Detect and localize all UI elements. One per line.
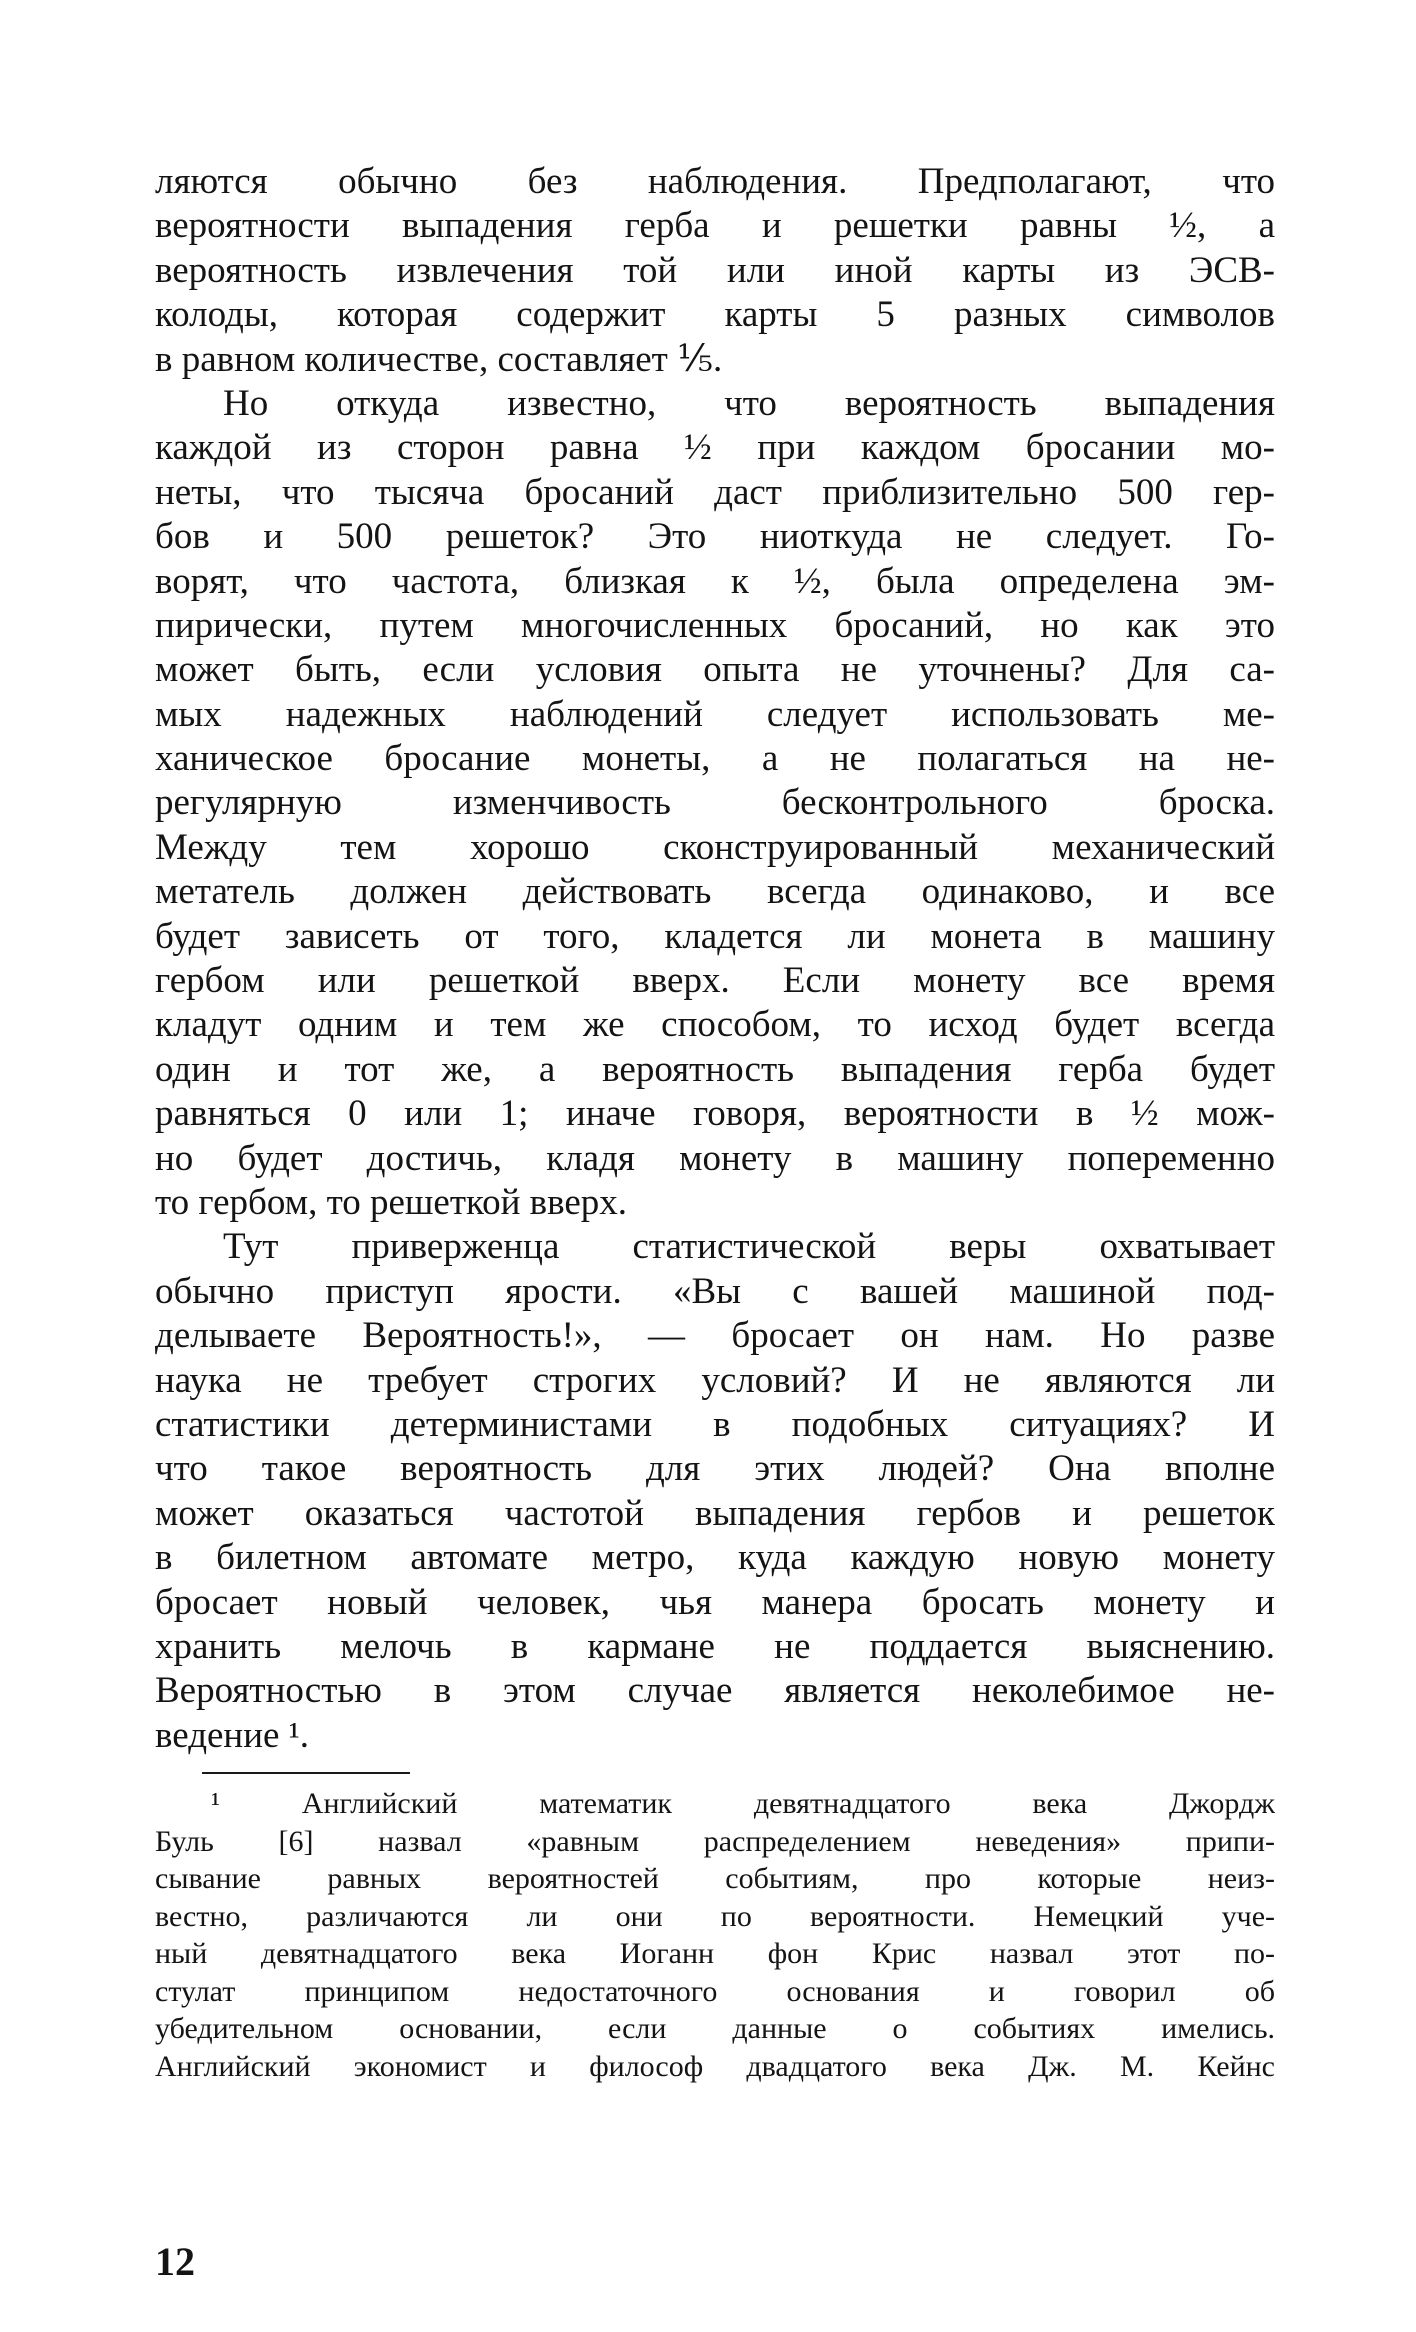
text-line: вероятность извлечения той или иной карты из ЭСВ- — [155, 249, 1275, 291]
footnote-line: ¹ Английский математик девятнадцатого века Джордж — [211, 1787, 1275, 1820]
text-line: бросает новый человек, чья манера бросать монету и — [155, 1581, 1275, 1623]
text-line: ляются обычно без наблюдения. Предполагают, что — [155, 161, 1275, 202]
text-line: в билетном автомате метро, куда каждую новую монету — [155, 1537, 1275, 1579]
page-number: 12 — [155, 2239, 195, 2284]
text-line: будет зависеть от того, кладется ли монета в машину — [155, 915, 1275, 957]
text-line: может быть, если условия опыта не уточнены? Для са- — [155, 649, 1275, 691]
main-text — [155, 160, 1275, 1758]
text-line: гербом или решеткой вверх. Если монету все время — [155, 960, 1275, 1002]
text-line: кладут одним и тем же способом, то исход будет всегда — [155, 1004, 1275, 1046]
text-line: равняться 0 или 1; иначе говоря, вероятности в ½ мож- — [155, 1093, 1275, 1135]
footnote-line: ный девятнадцатого века Иоганн фон Крис назвал этот по- — [155, 1937, 1275, 1970]
text-line: делываете Вероятность!», — бросает он нам. Но разве — [155, 1315, 1275, 1357]
text-line: может оказаться частотой выпадения гербов и решеток — [155, 1492, 1275, 1534]
text-line: Между тем хорошо сконструированный механический — [155, 826, 1275, 868]
text-line: наука не требует строгих условий? И не являются ли — [155, 1359, 1275, 1401]
footnote-separator — [202, 1772, 410, 1774]
text-line: статистики детерминистами в подобных ситуациях? И — [155, 1403, 1275, 1445]
footnote-line: вестно, различаются ли они по вероятности. Немецкий уче- — [155, 1899, 1275, 1933]
footnote-line: убедительном основании, если данные о событиях имелись. — [155, 2012, 1275, 2045]
text-line: один и тот же, а вероятность выпадения герба будет — [155, 1048, 1275, 1090]
footnote-line: Буль [6] назвал «равным распределением неведения» припи- — [155, 1824, 1275, 1858]
text-line: метатель должен действовать всегда одинаково, и все — [155, 871, 1275, 913]
text-line: Вероятностью в этом случае является неколебимое не- — [155, 1670, 1275, 1712]
text-line: бов и 500 решеток? Это ниоткуда не следует. Го- — [155, 516, 1275, 558]
text-line: но будет достичь, кладя монету в машину попеременно — [155, 1137, 1275, 1179]
footnote-line: Английский экономист и философ двадцатого века Дж. М. Кейнс — [155, 2049, 1275, 2083]
text-line: в равном количестве, составляет ⅕. — [155, 338, 723, 380]
text-line: ведение ¹. — [155, 1714, 310, 1756]
text-line: колоды, которая содержит карты 5 разных символов — [155, 294, 1275, 336]
text-line: ворят, что частота, близкая к ½, была определена эм- — [155, 560, 1275, 602]
text-line: мых надежных наблюдений следует использовать ме- — [155, 693, 1275, 735]
text-line: обычно приступ ярости. «Вы с вашей машиной под- — [155, 1270, 1275, 1312]
text-line: пирически, путем многочисленных бросаний, но как это — [155, 604, 1275, 646]
text-line: регулярную изменчивость бесконтрольного броска. — [155, 782, 1275, 824]
text-line: вероятности выпадения герба и решетки равны ½, а — [155, 205, 1275, 247]
footnote-line: стулат принципом недостаточного основания и говорил об — [155, 1974, 1275, 2008]
text-line: Но откуда известно, что вероятность выпадения — [223, 382, 1275, 424]
text-line: Тут приверженца статистической веры охватывает — [223, 1226, 1275, 1268]
text-line: каждой из сторон равна ½ при каждом бросании мо- — [155, 427, 1275, 469]
text-line: ханическое бросание монеты, а не полагаться на не- — [155, 738, 1275, 780]
text-line: хранить мелочь в кармане не поддается выяснению. — [155, 1625, 1275, 1667]
text-line: то гербом, то решеткой вверх. — [155, 1181, 628, 1223]
text-line: что такое вероятность для этих людей? Она вполне — [155, 1448, 1275, 1490]
footnote-block — [155, 1785, 1275, 2085]
text-line: неты, что тысяча бросаний даст приблизительно 500 гер- — [155, 471, 1275, 513]
footnote-line: сывание равных вероятностей событиям, про которые неиз- — [155, 1862, 1275, 1895]
